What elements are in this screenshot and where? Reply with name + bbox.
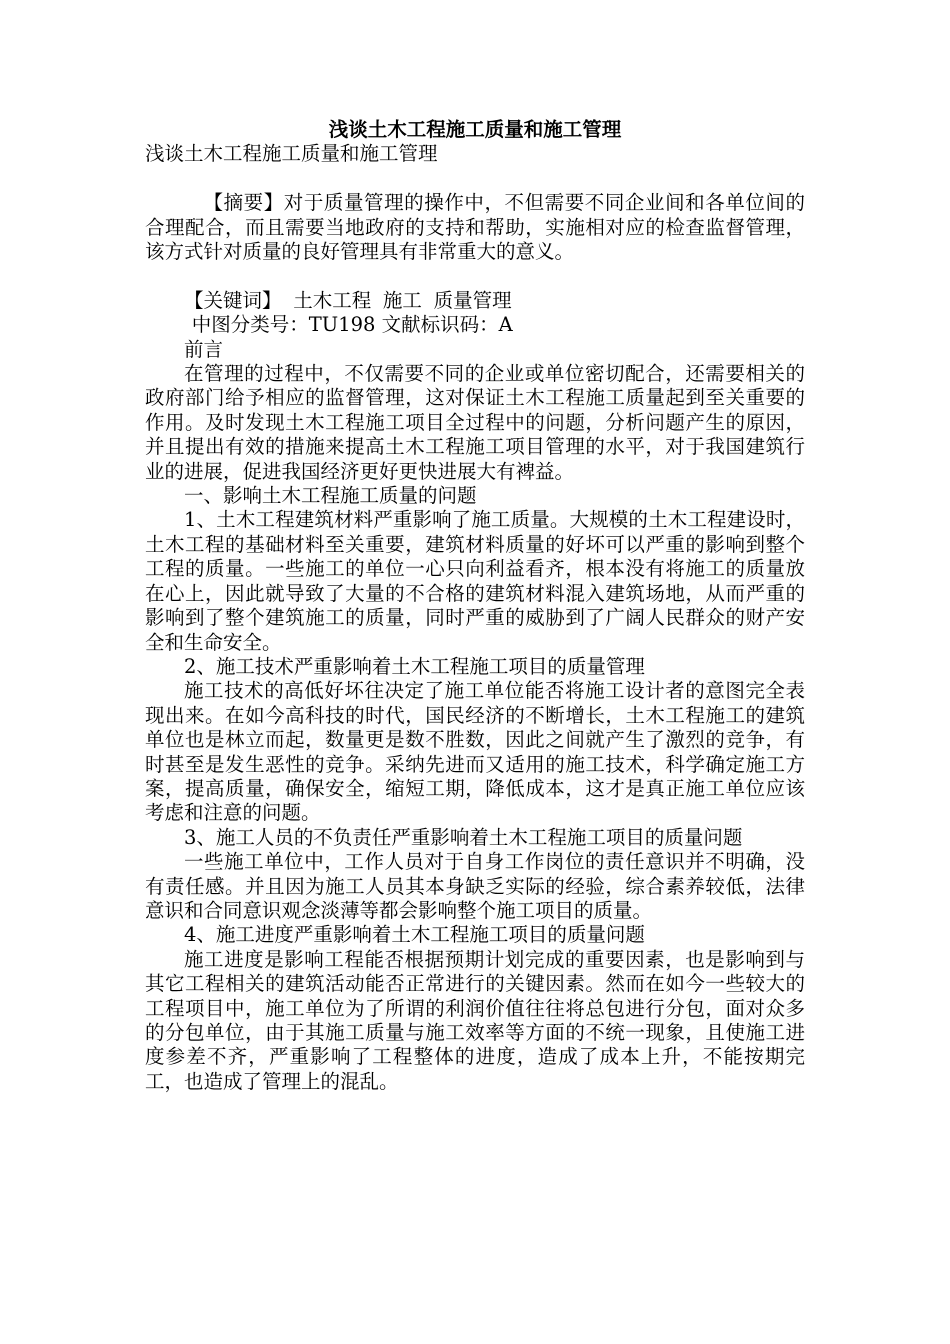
document-page [145, 118, 805, 1094]
keywords-line [145, 289, 805, 313]
keyword: 土木工程 [293, 288, 372, 312]
document-title: 浅谈土木工程施工质量和施工管理 [328, 118, 622, 141]
preface-heading: 前言 [184, 337, 224, 361]
preface-paragraph: 在管理的过程中，不仅需要不同的企业或单位密切配合，还需要相关的政府部门给予相应的监督管理，这对保证土木工程施工质量起到至关重要的作用。及时发现土木工程施工项目全过程中的问题，分析问题产生的原因，并且提出有效的措施来提高土木工程施工项目管理的水平，对于我国建筑行业的进展，促进我国经济更好更快进展大有裨益。 [145, 362, 805, 483]
item-paragraph: 1、土木工程建筑材料严重影响了施工质量。大规模的土木工程建设时，土木工程的基础材料至关重要，建筑材料质量的好坏可以严重的影响到整个工程的质量。一些施工的单位一心只向利益看齐，根本没有将施工的质量放在心上，因此就导致了大量的不合格的建筑材料混入建筑场地，从而严重的影响到了整个建筑施工的质量，同时严重的威胁到了广阔人民群众的财产安全和生命安全。 [145, 508, 805, 654]
abstract-paragraph: 【摘要】对于质量管理的操作中，不但需要不同企业间和各单位间的合理配合，而且需要当地政府的支持和帮助，实施相对应的检查监督管理，该方式针对质量的良好管理具有非常重大的意义。 [145, 191, 805, 264]
keyword: 质量管理 [433, 288, 512, 312]
item-heading: 2、施工技术严重影响着土木工程施工项目的质量管理 [184, 654, 645, 678]
item-heading: 3、施工人员的不负责任严重影响着土木工程施工项目的质量问题 [184, 825, 743, 849]
blank-line [145, 167, 805, 191]
item-paragraph: 一些施工单位中，工作人员对于自身工作岗位的责任意识并不明确，没有责任感。并且因为施工人员其本身缺乏实际的经验，综合素养较低，法律意识和合同意识观念淡薄等都会影响整个施工项目的质量。 [145, 850, 805, 922]
classification-line: 中图分类号：TU198 文献标识码：A [191, 313, 513, 337]
section-heading: 一、影响土木工程施工质量的问题 [184, 484, 477, 508]
item-heading: 4、施工进度严重影响着土木工程施工项目的质量问题 [184, 923, 645, 947]
item-paragraph: 施工进度是影响工程能否根据预期计划完成的重要因素，也是影响到与其它工程相关的建筑活动能否正常进行的关键因素。然而在如今一些较大的工程项目中，施工单位为了所谓的利润价值往往将总包进行分包，面对众多的分包单位，由于其施工质量与施工效率等方面的不统一现象，且使施工进度参差不齐，严重影响了工程整体的进度，造成了成本上升，不能按期完工，也造成了管理上的混乱。 [145, 947, 805, 1093]
blank-line [145, 264, 805, 288]
keyword: 施工 [382, 288, 422, 312]
keywords-label: 【关键词】 [184, 288, 282, 312]
document-subtitle: 浅谈土木工程施工质量和施工管理 [145, 142, 438, 166]
item-paragraph: 施工技术的高低好坏往决定了施工单位能否将施工设计者的意图完全表现出来。在如今高科技的时代，国民经济的不断增长，土木工程施工的建筑单位也是林立而起，数量更是数不胜数，因此之间就产生了激烈的竞争，有时甚至是发生恶性的竞争。采纳先进而又适用的施工技术，科学确定施工方案，提高质量，确保安全，缩短工期，降低成本，这才是真正施工单位应该考虑和注意的问题。 [145, 679, 805, 825]
